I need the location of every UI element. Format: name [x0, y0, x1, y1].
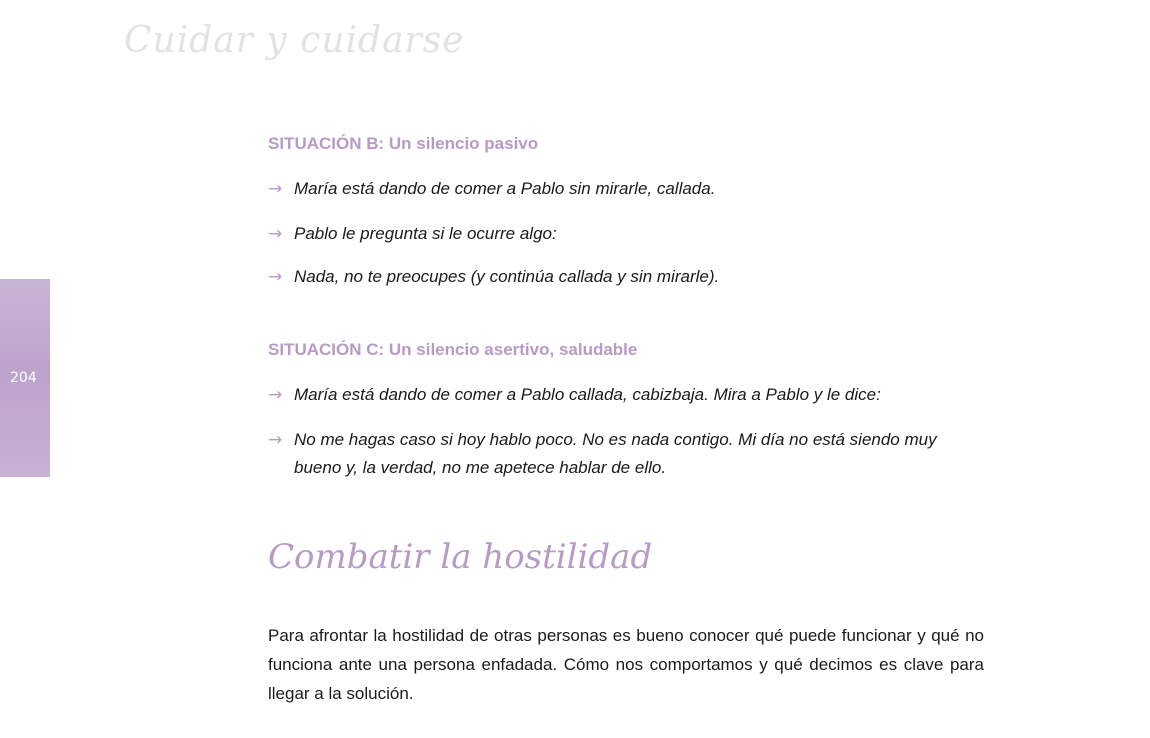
page-number: 204	[10, 370, 37, 386]
body-paragraph: Para afrontar la hostilidad de otras personas es bueno conocer qué puede funcionar y qué no funciona ante una persona enfadada. Cómo nos comportamos y qué decimos es clave para llegar a la solución.	[268, 626, 984, 703]
arrow-right-icon: →	[268, 224, 283, 244]
arrow-right-icon: →	[268, 179, 283, 199]
list-item: → Pablo le pregunta si le ocurre algo:	[268, 220, 984, 248]
arrow-right-icon: →	[268, 267, 283, 287]
list-item: → Nada, no te preocupes (y continúa callada y sin mirarle).	[268, 263, 984, 291]
list-item: → No me hagas caso si hoy hablo poco. No es nada contigo. Mi día no está siendo muy bueno y, la verdad, no me apetece hablar de ello.	[268, 426, 984, 482]
section-title: Combatir la hostilidad	[268, 537, 653, 577]
running-title: Cuidar y cuidarse	[124, 20, 465, 61]
situation-b-heading: SITUACIÓN B: Un silencio pasivo	[268, 134, 539, 153]
arrow-right-icon: →	[268, 430, 283, 450]
situation-c-heading: SITUACIÓN C: Un silencio asertivo, saludable	[268, 340, 638, 359]
page-tab	[0, 279, 50, 477]
list-item: → María está dando de comer a Pablo sin mirarle, callada.	[268, 175, 984, 203]
arrow-right-icon: →	[268, 385, 283, 405]
list-item: → María está dando de comer a Pablo callada, cabizbaja. Mira a Pablo y le dice:	[268, 381, 984, 409]
